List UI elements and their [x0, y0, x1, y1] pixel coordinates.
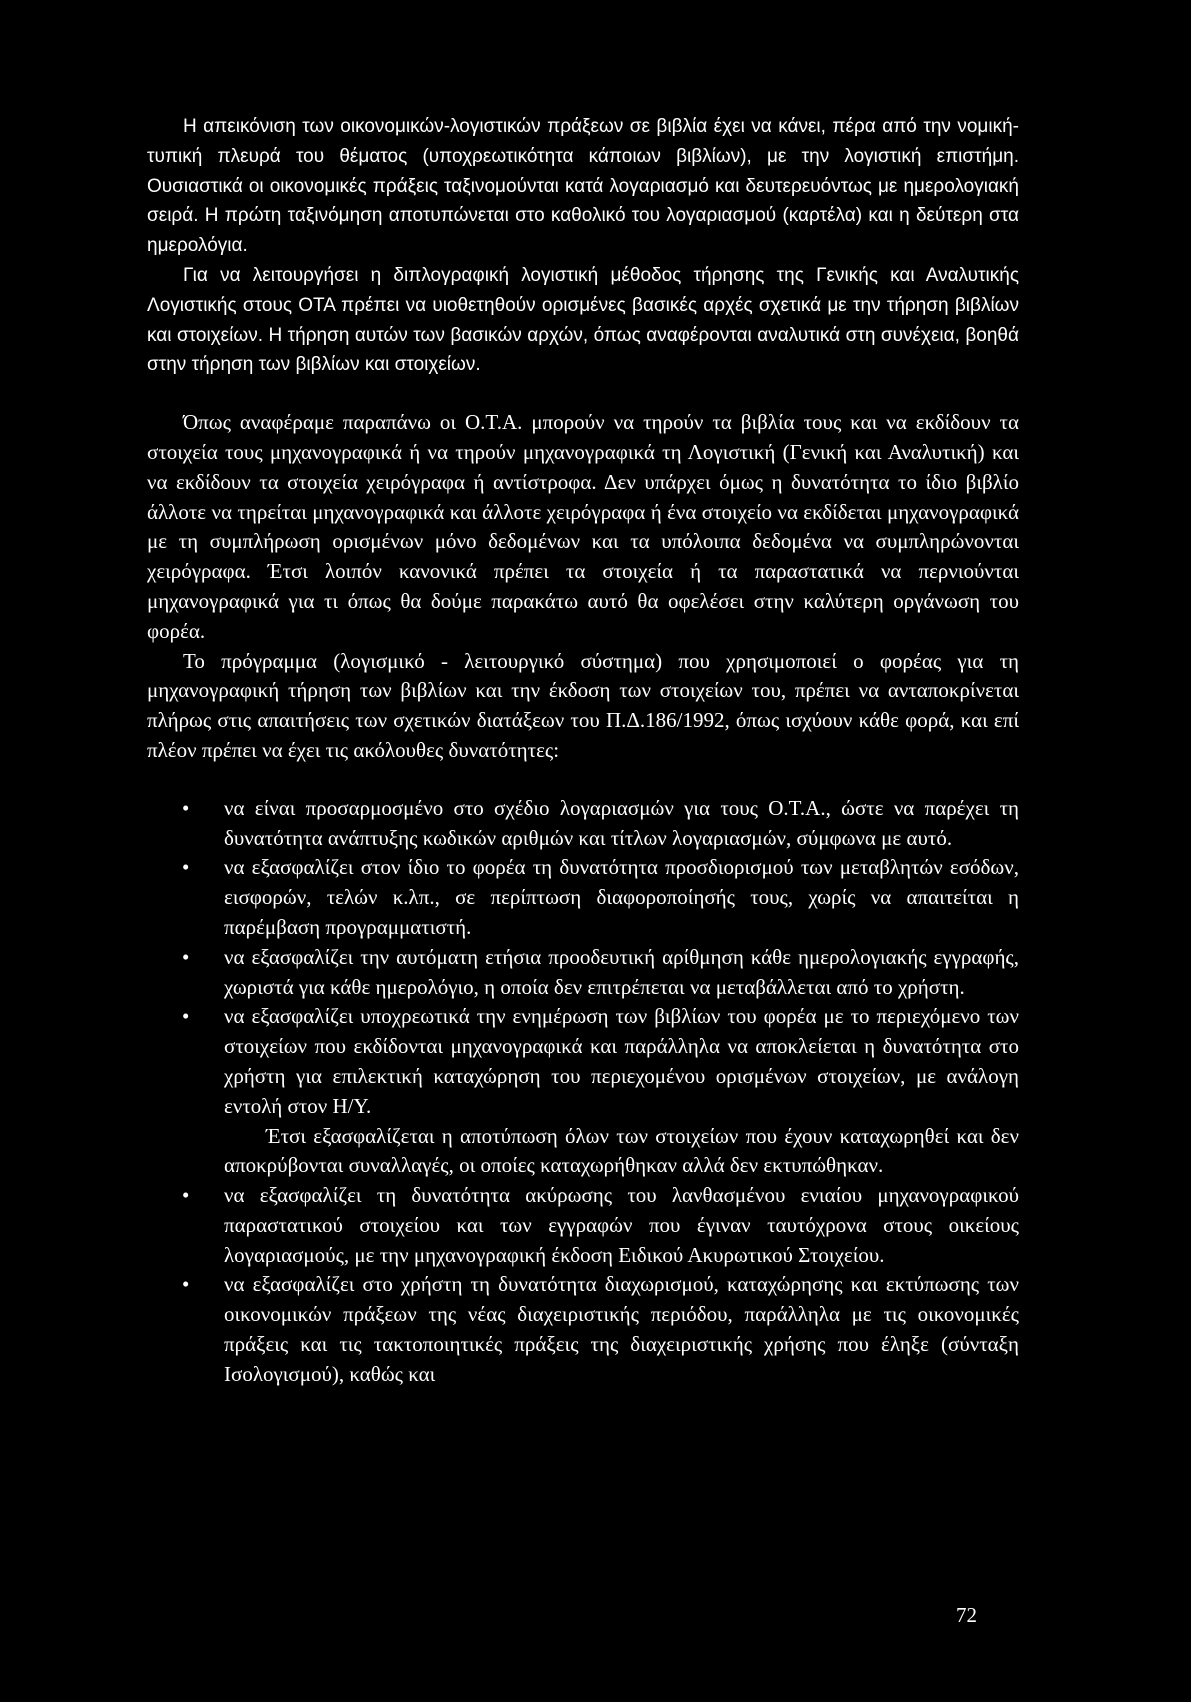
list-item-text: να εξασφαλίζει υποχρεωτικά την ενημέρωση των βιβλίων του φορέα με το περιεχόμενο των στοιχείων που εκδίδονται μηχανογραφικά και παράλληλα να αποκλείεται η δυνατότητα στο χρήστη για επιλεκτική καταχώρηση του περιεχομένου ορισμένων στοιχείων, με ανάλογη εντολή στον Η/Υ.: [224, 1004, 1019, 1118]
requirements-list: [147, 794, 1019, 1122]
paragraph-principles: Για να λειτουργήσει η διπλογραφική λογιστική μέθοδος τήρησης της Γενικής και Αναλυτικής Λογιστικής στους ΟΤΑ πρέπει να υιοθετηθούν ορισμένες βασικές αρχές σχετικά με την τήρηση βιβλίων και στοιχείων. Η τήρηση αυτών των βασικών αρχών, όπως αναφέρονται αναλυτικά στη συνέχεια, βοηθά στην τήρηση των βιβλίων και στοιχείων.: [147, 264, 1019, 376]
list-item-text: να είναι προσαρμοσμένο στο σχέδιο λογαριασμών για τους Ο.Τ.Α., ώστε να παρέχει τη δυνατότητα ανάπτυξης κωδικών αριθμών και τίτλων λογαριασμών, σύμφωνα με αυτό.: [224, 795, 1019, 850]
paragraph-software: Το πρόγραμμα (λογισμικό - λειτουργικό σύστημα) που χρησιμοποιεί ο φορέας για τη μηχανογραφική τήρηση των βιβλίων και την έκδοση των στοιχείων του, πρέπει να ανταποκρίνεται πλήρως στις απαιτήσεις των σχετικών διατάξεων του Π.Δ.186/1992, όπως ισχύουν κάθε φορά, και επί πλέον πρέπει να έχει τις ακόλουθες δυνατότητες:: [147, 648, 1019, 762]
list-item-text: να εξασφαλίζει την αυτόματη ετήσια προοδευτική αρίθμηση κάθε ημερολογιακής εγγραφής, χωριστά για κάθε ημερολόγιο, η οποία δεν επιτρέπεται να μεταβάλλεται από το χρήστη.: [224, 944, 1019, 999]
list-item-text: να εξασφαλίζει στον ίδιο το φορέα τη δυνατότητα προσδιορισμού των μεταβλητών εσόδων, εισφορών, τελών κ.λπ., σε περίπτωση διαφοροποίησής τους, χωρίς να απαιτείται η παρέμβαση προγραμματιστή.: [224, 855, 1019, 939]
bullet-icon: •: [182, 1183, 190, 1208]
page-number: 72: [956, 1603, 977, 1627]
list-item: [147, 1181, 1019, 1270]
requirements-list-continued: [147, 1181, 1019, 1390]
bullet-icon: •: [182, 1272, 190, 1297]
list-item-text: να εξασφαλίζει στο χρήστη τη δυνατότητα διαχωρισμού, καταχώρησης και εκτύπωσης των οικονομικών πράξεων της νέας διαχειριστικής περιόδου, παράλληλα με τις οικονομικές πράξεις και τις τακτοποιητικές πράξεις της διαχειριστικής χρήσης που έληξε (σύνταξη Ισολογισμού), καθώς και: [224, 1272, 1019, 1386]
list-item: [147, 853, 1019, 942]
bullet-icon: •: [182, 1004, 190, 1029]
list-item: [147, 1002, 1019, 1121]
bullet-icon: •: [182, 944, 190, 969]
list-item: [147, 1270, 1019, 1389]
paragraph-mechanization: Όπως αναφέραμε παραπάνω οι Ο.Τ.Α. μπορούν να τηρούν τα βιβλία τους και να εκδίδουν τα στοιχεία τους μηχανογραφικά ή να τηρούν μηχανογραφικά τη Λογιστική (Γενική και Αναλυτική) και να εκδίδουν τα στοιχεία χειρόγραφα ή αντίστροφα. Δεν υπάρχει όμως η δυνατότητα το ίδιο βιβλίο άλλοτε να τηρείται μηχανογραφικά και άλλοτε χειρόγραφα ή ένα στοιχείο να εκδίδεται μηχανογραφικά με τη συμπλήρωση ορισμένων μόνο δεδομένων και τα υπόλοιπα δεδομένα να συμπληρώνονται χειρόγραφα. Έτσι λοιπόν κανονικά πρέπει τα στοιχεία ή τα παραστατικά να περνιούνται μηχανογραφικά για τι όπως θα δούμε παρακάτω αυτό θα οφελέσει στην καλύτερη οργάνωση του φορέα.: [147, 410, 1019, 643]
bullet-icon: •: [182, 795, 190, 820]
paragraph-gap: [147, 380, 1019, 408]
list-item: [147, 794, 1019, 854]
paragraph-intro: Η απεικόνιση των οικονομικών-λογιστικών πράξεων σε βιβλία έχει να κάνει, πέρα από την νομική-τυπική πλευρά του θέματος (υποχρεωτικότητα κάποιων βιβλίων), με την λογιστική επιστήμη. Ουσιαστικά οι οικονομικές πράξεις ταξινομούνται κατά λογαριασμό και δευτερευόντως με ημερολογιακή σειρά. Η πρώτη ταξινόμηση αποτυπώνεται στο καθολικό του λογαριασμού (καρτέλα) και η δεύτερη στα ημερολόγια.: [147, 116, 1019, 257]
document-page: [147, 112, 1019, 1390]
list-item-text: να εξασφαλίζει τη δυνατότητα ακύρωσης του λανθασμένου ενιαίου μηχανογραφικού παραστατικού στοιχείου και των εγγραφών που έγιναν ταυτόχρονα στους οικείους λογαριασμούς, με την μηχανογραφική έκδοση Ειδικού Ακυρωτικού Στοιχείου.: [224, 1183, 1019, 1267]
bullet-icon: •: [182, 855, 190, 880]
list-item: [147, 943, 1019, 1003]
bullet-note: Έτσι εξασφαλίζεται η αποτύπωση όλων των στοιχείων που έχουν καταχωρηθεί και δεν αποκρύβονται συναλλαγές, οι οποίες καταχωρήθηκαν αλλά δεν εκτυπώθηκαν.: [224, 1123, 1019, 1178]
